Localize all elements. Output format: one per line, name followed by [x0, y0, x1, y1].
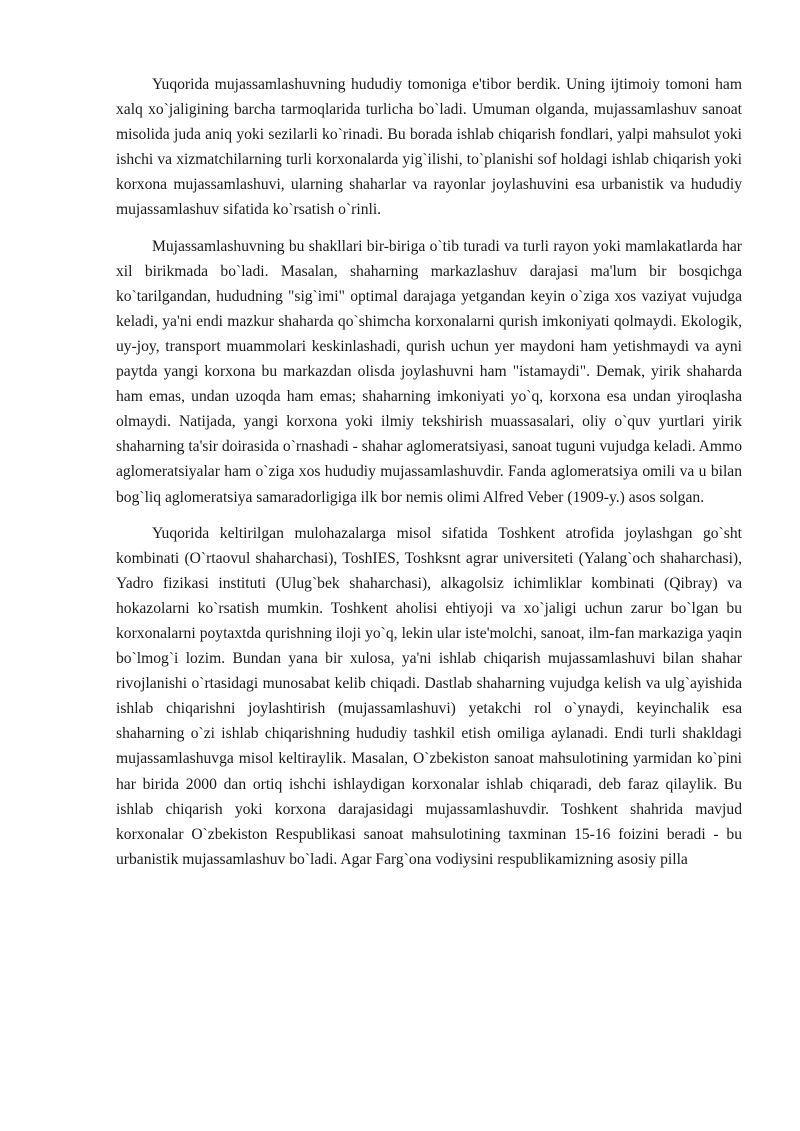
paragraph-1: Yuqorida mujassamlashuvning hududiy tomoniga e'tibor berdik. Uning ijtimoiy tomoni ham xalq xo`jaligining barcha tarmoqlarida turlicha bo`ladi. Umuman olganda, mujassamlashuv sanoat misolida juda aniq yoki sezilarli ko`rinadi. Bu borada ishlab chiqarish fondlari, yalpi mahsulot yoki ishchi va xizmatchilarning turli korxonalarda yig`ilishi, to`planishi sof holdagi ishlab chiqarish yoki korxona mujassamlashuvi, ularning shaharlar va rayonlar joylashuvini esa urbanistik va hududiy mujassamlashuv sifatida ko`rsatish o`rinli. — [116, 76, 742, 219]
document-page — [116, 72, 742, 883]
paragraph-2: Mujassamlashuvning bu shakllari bir-biriga o`tib turadi va turli rayon yoki mamlakatlarda har xil birikmada bo`ladi. Masalan, shaharning markazlashuv darajasi ma'lum bir bosqichga ko`tarilgandan, hududning "sig`imi" optimal darajaga yetgandan keyin o`ziga xos vaziyat vujudga keladi, ya'ni endi mazkur shaharda qo`shimcha korxonalarni qurish imkoniyati qolmaydi. Ekologik, uy-joy, transport muammolari keskinlashadi, qurish uchun yer maydoni ham yetishmaydi va ayni paytda yangi korxona bu markazdan olisda joylashuvni ham "istamaydi". Demak, yirik shaharda ham emas, undan uzoqda ham emas; shaharning imkoniyati yo`q, korxona esa undan yiroqlasha olmaydi. Natijada, yangi korxona yoki ilmiy tekshirish muassasalari, oliy o`quv yurtlari yirik shaharning ta'sir doirasida o`rnashadi - shahar aglomeratsiyasi, sanoat tuguni vujudga keladi. Ammo aglomeratsiyalar ham o`ziga xos hududiy mujassamlashuvdir. Fanda aglomeratsiya omili va u bilan bog`liq aglomeratsiya samaradorligiga ilk bor nemis olimi Alfred Veber (1909-y.) asos solgan. — [116, 237, 742, 506]
paragraph-3: Yuqorida keltirilgan mulohazalarga misol sifatida Toshkent atrofida joylashgan go`sht kombinati (O`rtaovul shaharchasi), ToshIES, Toshksnt agrar universiteti (Yalang`och shaharchasi), Yadro fizikasi instituti (Ulug`bek shaharchasi), alkagolsiz ichimliklar kombinati (Qibray) va hokazolarni ko`rsatish mumkin. Toshkent aholisi ehtiyoji va xo`jaligi uchun zarur bo`lgan bu korxonalarni poytaxtda qurishning iloji yo`q, lekin ular iste'molchi, sanoat, ilm-fan markaziga yaqin bo`lmog`i lozim. Bundan yana bir xulosa, ya'ni ishlab chiqarish mujassamlashuvi bilan shahar rivojlanishi o`rtasidagi munosabat kelib chiqadi. Dastlab shaharning vujudga kelish va ulg`ayishida ishlab chiqarishni joylashtirish (mujassamlashuvi) yetakchi rol o`ynaydi, keyinchalik esa shaharning o`zi ishlab chiqarishning hududiy tashkil etish omiliga aylanadi. Endi turli shakldagi mujassamlashuvga misol keltiraylik. Masalan, O`zbekiston sanoat mahsulotining yarmidan ko`pini har birida 2000 dan ortiq ishchi ishlaydigan korxonalar ishlab chiqaradi, deb faraz qilaylik. Bu ishlab chiqarish yoki korxona darajasidagi mujassamlashuvdir. Toshkent shahrida mavjud korxonalar O`zbekiston Respublikasi sanoat mahsulotining taxminan 15-16 foizini beradi - bu urbanistik mujassamlashuv bo`ladi. Agar Farg`ona vodiysini respublikamizning asosiy pilla — [116, 524, 742, 868]
